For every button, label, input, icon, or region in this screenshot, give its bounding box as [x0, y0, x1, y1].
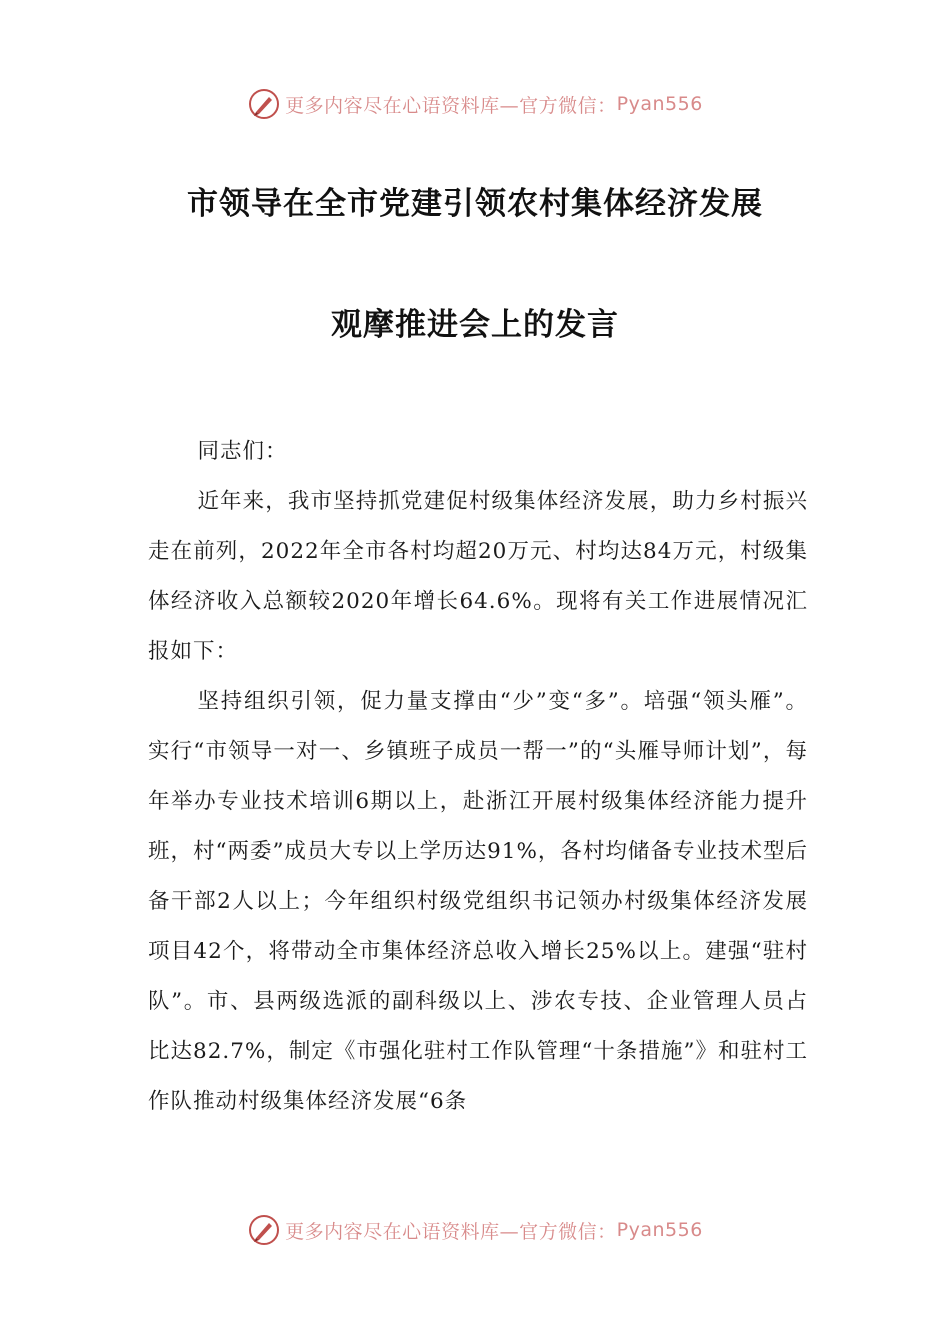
paragraph-organization: 坚持组织引领，促力量支撑由“少”变“多”。培强“领头雁”。实行“市领导一对一、乡镇班子成员一帮一”的“头雁导师计划”，每年举办专业技术培训6期以上，赴浙江开展村级集体经济能力提升班，村“两委”成员大专以上学历达91%，各村均储备专业技术型后备干部2人以上；今年组织村级党组织书记领办村级集体经济发展项目42个，将带动全市集体经济总收入增长25%以上。建强“驻村队”。市、县两级选派的副科级以上、涉农专技、企业管理人员占比达82.7%，制定《市强化驻村工作队管理“十条措施”》和驻村工作队推动村级集体经济发展“6条	[148, 689, 808, 1114]
watermark-bottom	[0, 1210, 950, 1250]
page-title-line-2: 观摩推进会上的发言	[331, 307, 619, 343]
watermark-wechat-id: Pyan556	[616, 1219, 703, 1241]
speech-body	[148, 427, 808, 1127]
pen-logo-icon	[247, 87, 281, 121]
pen-logo-icon	[247, 1213, 281, 1247]
watermark-text: 更多内容尽在心语资料库—官方微信：	[285, 94, 617, 117]
watermark-wechat-id: Pyan556	[616, 93, 703, 115]
salutation: 同志们：	[197, 439, 288, 464]
page-title-line-1: 市领导在全市党建引领农村集体经济发展	[187, 186, 763, 222]
watermark-top	[0, 84, 950, 124]
watermark-text: 更多内容尽在心语资料库—官方微信：	[285, 1220, 617, 1243]
paragraph-intro: 近年来，我市坚持抓党建促村级集体经济发展，助力乡村振兴走在前列，2022年全市各村均超20万元、村均达84万元，村级集体经济收入总额较2020年增长64.6%。现将有关工作进展情况汇报如下：	[148, 489, 808, 664]
